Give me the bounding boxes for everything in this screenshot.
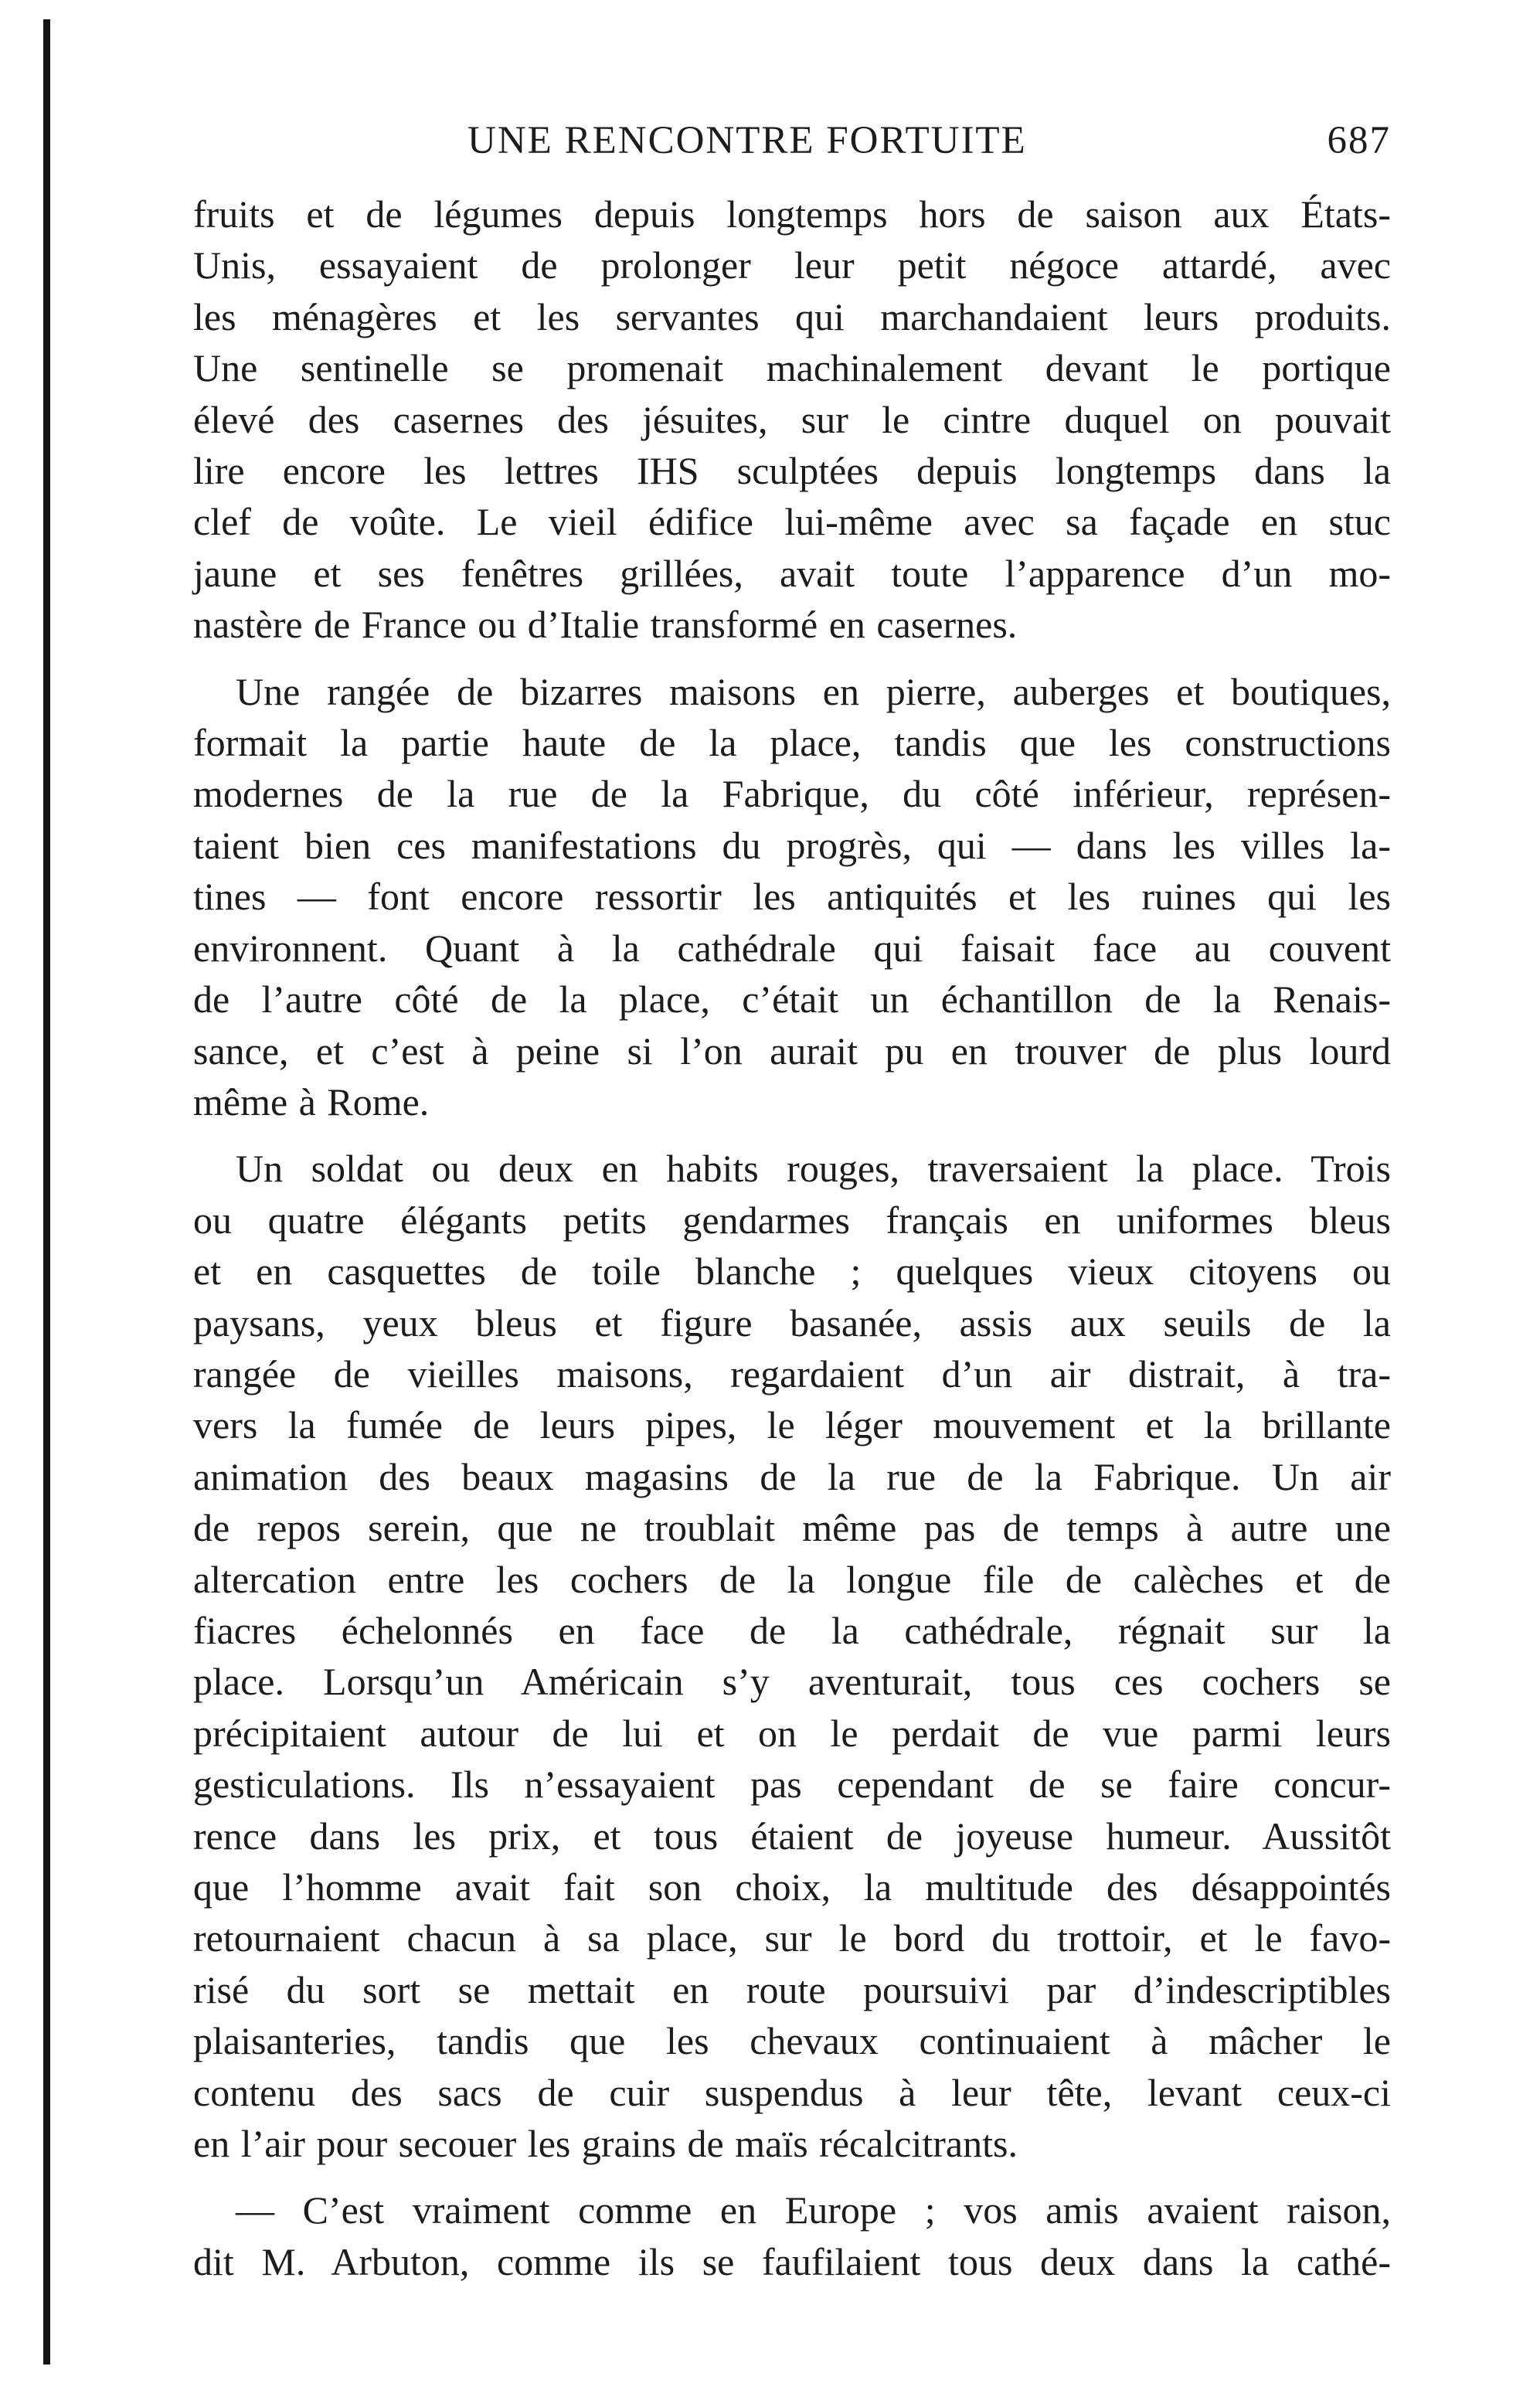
text-line: jaune et ses fenêtres grillées, avait toute l’apparence d’un mo- xyxy=(193,551,1391,595)
text-line: plaisanteries, tandis que les chevaux continuaient à mâcher le xyxy=(193,2019,1391,2063)
text-line: vers la fumée de leurs pipes, le léger mouvement et la brillante xyxy=(193,1403,1391,1447)
text-line: de repos serein, que ne troublait même pas de temps à autre une xyxy=(193,1506,1391,1550)
paragraph-3 xyxy=(193,1143,1391,2169)
text-line: modernes de la rue de la Fabrique, du côté inférieur, représen- xyxy=(193,772,1391,816)
text-line: paysans, yeux bleus et figure basanée, assis aux seuils de la xyxy=(193,1300,1391,1345)
text-line: clef de voûte. Le vieil édifice lui-même avec sa façade en stuc xyxy=(193,500,1391,544)
text-line: en l’air pour secouer les grains de maïs récalcitrants. xyxy=(193,2122,1018,2166)
text-line: gesticulations. Ils n’essayaient pas cependant de se faire concur- xyxy=(193,1763,1391,1807)
text-line: — C’est vraiment comme en Europe ; vos amis avaient raison, xyxy=(236,2188,1391,2232)
text-line: ou quatre élégants petits gendarmes français en uniformes bleus xyxy=(193,1198,1391,1242)
text-line: que l’homme avait fait son choix, la multitude des désappointés xyxy=(193,1865,1391,1909)
text-line: Une sentinelle se promenait machinalement devant le portique xyxy=(193,346,1391,390)
text-line: taient bien ces manifestations du progrès, qui — dans les villes la- xyxy=(193,823,1391,867)
text-line: de l’autre côté de la place, c’était un échantillon de la Renais- xyxy=(193,977,1391,1022)
text-line: dit M. Arbuton, comme ils se faufilaient tous deux dans la cathé- xyxy=(193,2239,1391,2283)
text-line: précipitaient autour de lui et on le perdait de vue parmi leurs xyxy=(193,1711,1391,1755)
text-line: formait la partie haute de la place, tandis que les constructions xyxy=(193,721,1391,765)
text-line: nastère de France ou d’Italie transformé en casernes. xyxy=(193,603,1018,647)
text-line: et en casquettes de toile blanche ; quelques vieux citoyens ou xyxy=(193,1249,1391,1294)
paragraph-4 xyxy=(193,2184,1391,2287)
chapter-title: UNE RENCONTRE FORTUITE xyxy=(467,119,1027,162)
running-header xyxy=(193,116,1391,165)
text-line: fiacres échelonnés en face de la cathédrale, régnait sur la xyxy=(193,1608,1391,1652)
text-line: rangée de vieilles maisons, regardaient d’un air distrait, à tra- xyxy=(193,1351,1391,1396)
text-line: animation des beaux magasins de la rue de la Fabrique. Un air xyxy=(193,1454,1391,1498)
text-line: retournaient chacun à sa place, sur le bord du trottoir, et le favo- xyxy=(193,1916,1391,1960)
text-line: contenu des sacs de cuir suspendus à leur tête, levant ceux-ci xyxy=(193,2070,1391,2114)
text-line: altercation entre les cochers de la longue file de calèches et de xyxy=(193,1557,1391,1601)
text-line: même à Rome. xyxy=(193,1079,430,1124)
page-number: 687 xyxy=(1327,119,1391,162)
body-text xyxy=(193,189,1391,2287)
text-line: place. Lorsqu’un Américain s’y aventurait, tous ces cochers se xyxy=(193,1660,1391,1704)
text-line: lire encore les lettres IHS sculptées depuis longtemps dans la xyxy=(193,449,1391,493)
paragraph-2 xyxy=(193,666,1391,1128)
paragraph-1 xyxy=(193,189,1391,651)
book-page xyxy=(193,116,1391,2341)
text-line: Une rangée de bizarres maisons en pierre, auberges et boutiques, xyxy=(236,669,1391,713)
text-line: les ménagères et les servantes qui marchandaient leurs produits. xyxy=(193,294,1391,338)
text-line: sance, et c’est à peine si l’on aurait pu en trouver de plus lourd xyxy=(193,1028,1391,1073)
text-line: rence dans les prix, et tous étaient de joyeuse humeur. Aussitôt xyxy=(193,1814,1391,1858)
text-line: risé du sort se mettait en route poursuivi par d’indescriptibles xyxy=(193,1967,1391,2011)
text-line: fruits et de légumes depuis longtemps hors de saison aux États- xyxy=(193,192,1391,236)
text-line: Un soldat ou deux en habits rouges, traversaient la place. Trois xyxy=(236,1147,1391,1191)
page-binding-line xyxy=(43,19,50,2365)
text-line: élevé des casernes des jésuites, sur le cintre duquel on pouvait xyxy=(193,397,1391,441)
text-line: environnent. Quant à la cathédrale qui faisait face au couvent xyxy=(193,926,1391,970)
text-line: tines — font encore ressortir les antiquités et les ruines qui les xyxy=(193,875,1391,919)
text-line: Unis, essayaient de prolonger leur petit négoce attardé, avec xyxy=(193,243,1391,287)
